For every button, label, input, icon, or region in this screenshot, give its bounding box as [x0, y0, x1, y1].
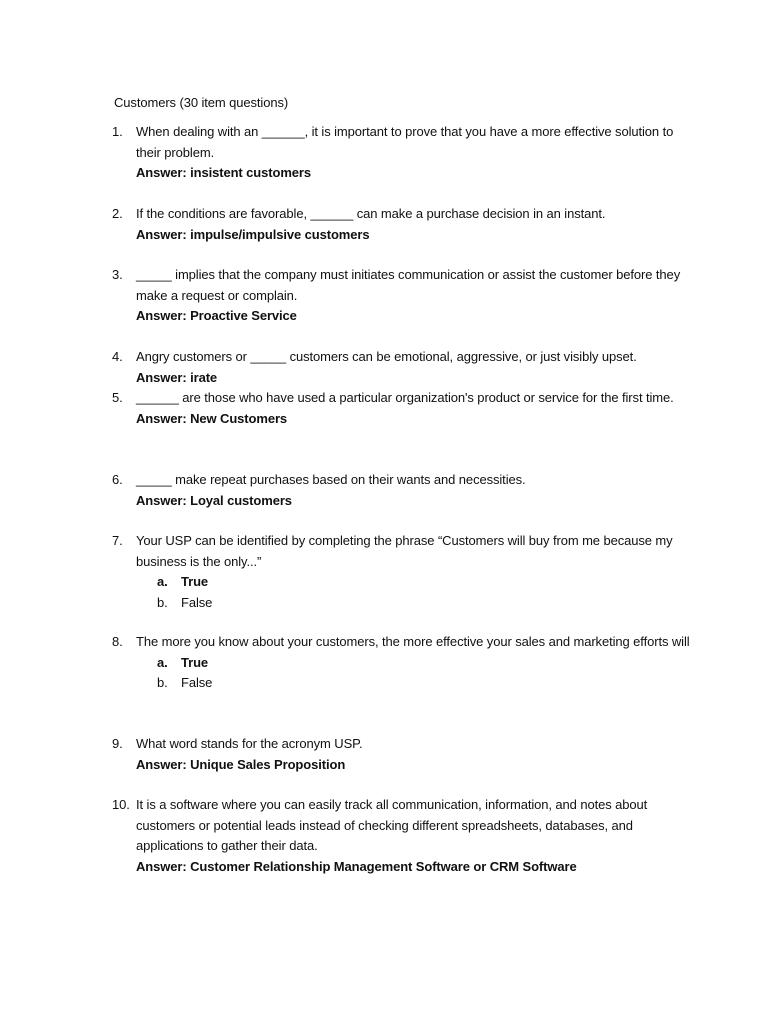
question-2: [112, 204, 692, 245]
question-9: [112, 734, 692, 775]
question-number: 7.: [112, 533, 123, 548]
question-text: The more you know about your customers, the more effective your sales and marketing efforts will: [136, 634, 690, 649]
option-b: [136, 593, 692, 614]
question-3: [112, 265, 692, 327]
answer-text: Answer: New Customers: [136, 410, 288, 426]
answer-text: Answer: impulse/impulsive customers: [136, 226, 370, 242]
question-text: _____ implies that the company must initiates communication or assist the customer before they make a request or complain.: [136, 267, 681, 303]
answer-text: Answer: insistent customers: [136, 165, 312, 180]
document-heading: Customers (30 item questions): [114, 95, 289, 110]
option-label: False: [181, 594, 213, 610]
answer-text: Answer: Proactive Service: [136, 308, 297, 323]
question-number: 9.: [112, 736, 123, 751]
question-text: When dealing with an ______, it is important to prove that you have a more effective solution to their problem.: [136, 124, 674, 160]
question-text: Your USP can be identified by completing the phrase “Customers will buy from me because my business is the only...”: [136, 533, 673, 569]
question-number: 6.: [112, 472, 123, 487]
option-letter: b.: [157, 594, 168, 610]
question-text: It is a software where you can easily track all communication, information, and notes about customers or potential leads instead of checking different spreadsheets, databases, and applications to gather their data.: [136, 797, 648, 853]
question-6: [112, 470, 692, 511]
question-7: [112, 531, 692, 613]
answer-text: Answer: irate: [136, 369, 218, 385]
option-a: [136, 572, 692, 593]
question-number: 4.: [112, 349, 123, 364]
question-text: What word stands for the acronym USP.: [136, 736, 363, 751]
option-a: [136, 653, 692, 674]
question-10: [112, 795, 692, 877]
question-5: [112, 388, 692, 429]
answer-text: Answer: Unique Sales Proposition: [136, 756, 346, 772]
question-number: 8.: [112, 634, 123, 649]
question-text: Angry customers or _____ customers can be emotional, aggressive, or just visibly upset.: [136, 349, 637, 364]
question-number: 3.: [112, 267, 123, 282]
question-text: ______ are those who have used a particular organization's product or service for the first time.: [136, 390, 674, 405]
question-1: [112, 122, 692, 184]
option-letter: b.: [157, 675, 168, 690]
option-label: False: [181, 675, 213, 690]
answer-text: Answer: Loyal customers: [136, 492, 292, 508]
option-label: True: [181, 654, 209, 670]
question-number: 1.: [112, 124, 123, 139]
option-b: [136, 673, 692, 694]
question-text: _____ make repeat purchases based on their wants and necessities.: [136, 472, 526, 487]
question-4: [112, 347, 692, 388]
question-number: 2.: [112, 206, 123, 221]
question-8: [112, 632, 692, 694]
option-label: True: [181, 574, 209, 589]
option-letter: a.: [157, 574, 168, 589]
answer-text: Answer: Customer Relationship Management Software or CRM Software: [136, 858, 577, 874]
question-number: 10.: [112, 797, 130, 812]
question-text: If the conditions are favorable, ______ can make a purchase decision in an instant.: [136, 206, 606, 221]
question-number: 5.: [112, 390, 123, 405]
option-letter: a.: [157, 654, 168, 670]
